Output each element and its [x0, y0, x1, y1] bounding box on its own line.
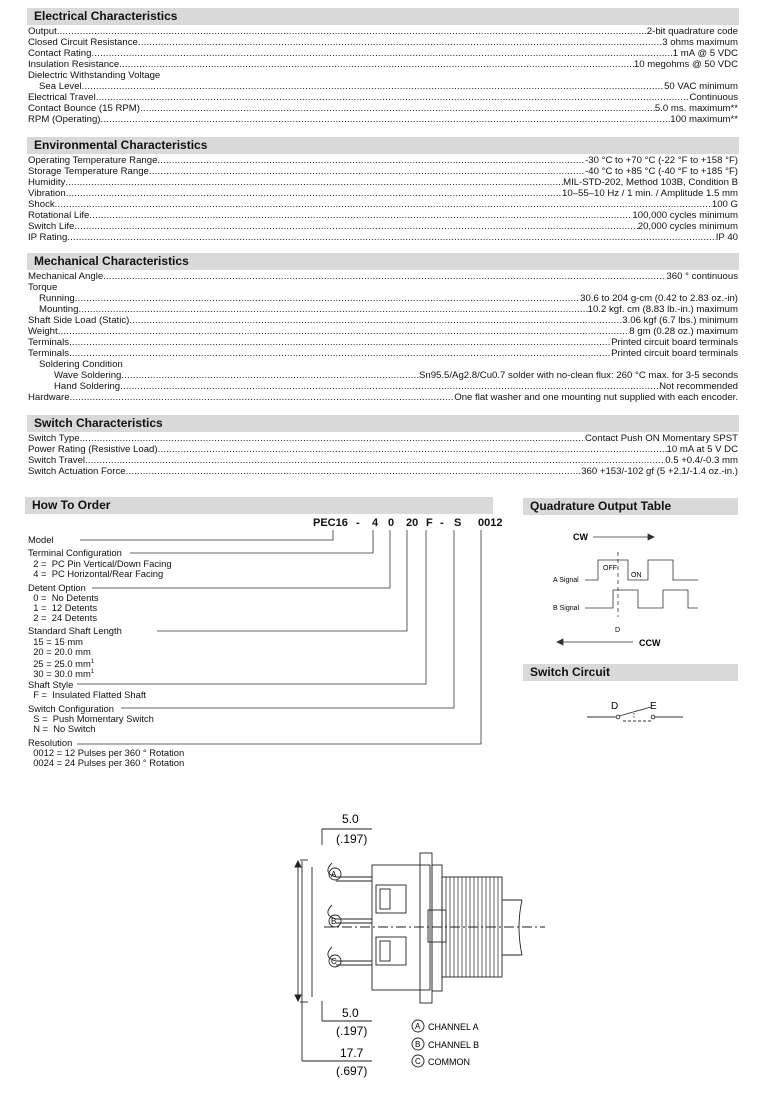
on-label: ON: [631, 572, 642, 579]
order-line-text: Detent Option: [28, 582, 86, 593]
ccw-label: CCW: [639, 638, 661, 648]
dim-top: 5.0: [342, 812, 359, 826]
spec-label: Switch Type: [28, 433, 80, 444]
spec-value: 5.0 ms. maximum**: [654, 103, 738, 114]
order-code-part: -: [356, 517, 360, 529]
spec-label: Wave Soldering: [54, 370, 122, 381]
legend-marker-b: B: [415, 1040, 421, 1049]
encoder-drawing: [260, 805, 560, 1085]
order-line-text: 30 = 30.0 mm: [28, 668, 91, 680]
spec-label: Rotational Life: [28, 210, 90, 221]
order-line-text: Shaft Style: [28, 679, 74, 690]
off-label: OFF: [603, 565, 617, 572]
spec-label: Shaft Side Load (Static): [28, 315, 130, 326]
order-line-text: F = Insulated Flatted Shaft: [28, 689, 147, 700]
torque-label: Torque: [28, 282, 58, 293]
spec-value: 8 gm (0.28 oz.) maximum: [629, 326, 738, 337]
spec-value: 360 +153/-102 gf (5 +2.1/-1.4 oz.-in.): [581, 466, 738, 477]
b-signal-label: B Signal: [553, 605, 580, 612]
d-label: D: [615, 627, 621, 634]
spec-label: Running: [39, 293, 75, 304]
spec-value: 10–55–10 Hz / 1 min. / Amplitude 1.5 mm: [562, 188, 738, 199]
spec-value: Continuous: [689, 92, 738, 103]
dim-mid: 5.0: [342, 1006, 359, 1020]
order-line-text: 25 = 25.0 mm: [28, 658, 91, 670]
spec-value: -40 °C to +85 °C (-40 °F to +185 °F): [585, 166, 738, 177]
switch-e-label: E: [650, 701, 657, 712]
order-line-text: Terminal Configuration: [28, 547, 122, 558]
spec-label: Switch Life: [28, 221, 75, 232]
order-code-part: S: [454, 517, 462, 529]
legend-marker-c: C: [415, 1057, 421, 1066]
spec-value: IP 40: [715, 232, 738, 243]
spec-label: Shock: [28, 199, 55, 210]
spec-label: Storage Temperature Range: [28, 166, 149, 177]
order-code-part: -: [440, 517, 444, 529]
spec-label: Switch Travel: [28, 455, 86, 466]
spec-value: 3 ohms maximum: [662, 37, 738, 48]
legend-common: COMMON: [428, 1057, 470, 1067]
spec-label: Sea Level: [39, 81, 82, 92]
spec-label: Weight: [28, 326, 58, 337]
cw-label: CW: [573, 532, 588, 542]
spec-label: Terminals: [28, 337, 70, 348]
spec-value: 2-bit quadrature code: [646, 26, 738, 37]
marker-a: A: [331, 870, 337, 879]
environmental-header: Environmental Characteristics: [27, 137, 739, 154]
spec-value: One flat washer and one mounting nut supplied with each encoder.: [454, 392, 738, 403]
spec-label: IP Rating: [28, 232, 68, 243]
spec-value: 360 ° continuous: [666, 271, 738, 282]
order-line-text: S = Push Momentary Switch: [28, 713, 154, 724]
order-code-part: 4: [372, 517, 379, 529]
switch-circuit-diagram: [523, 695, 738, 735]
order-line-text: 0 = No Detents: [28, 592, 99, 603]
spec-label: Humidity: [28, 177, 66, 188]
order-line-text: Switch Configuration: [28, 703, 114, 714]
spec-value: 10 megohms @ 50 VDC: [633, 59, 738, 70]
dim-top-in: (.197): [336, 832, 368, 846]
legend-marker-a: A: [415, 1022, 421, 1031]
switch-header: Switch Characteristics: [27, 415, 739, 432]
spec-label: Contact Rating: [28, 48, 92, 59]
spec-value: 3.06 kgf (6.7 lbs.) minimum: [622, 315, 738, 326]
dim-bottom: 17.7: [340, 1046, 364, 1060]
marker-c: C: [331, 957, 337, 966]
spec-value: -30 °C to +70 °C (-22 °F to +158 °F): [585, 155, 738, 166]
spec-value: Contact Push ON Momentary SPST: [584, 433, 738, 444]
order-code-part: PEC16: [313, 517, 348, 529]
spec-value: 100 G: [711, 199, 738, 210]
a-signal-label: A Signal: [553, 577, 579, 584]
spec-value: Not recommended: [659, 381, 738, 392]
legend-channel-b: CHANNEL B: [428, 1040, 480, 1050]
quadrature-header: Quadrature Output Table: [523, 498, 738, 515]
soldering-label: Soldering Condition: [39, 359, 123, 370]
electrical-header: Electrical Characteristics: [27, 8, 739, 25]
order-line-text: 15 = 15 mm: [28, 636, 83, 647]
footnote-marker: 1: [90, 669, 95, 675]
spec-value: Printed circuit board terminals: [611, 348, 738, 359]
spec-label: Operating Temperature Range: [28, 155, 158, 166]
order-line-text: N = No Switch: [28, 723, 96, 734]
spec-value: MIL-STD-202, Method 103B, Condition B: [563, 177, 738, 188]
spec-value: 100,000 cycles minimum: [632, 210, 738, 221]
spec-label: Closed Circuit Resistance: [28, 37, 138, 48]
footnote-marker: 1: [90, 659, 95, 665]
order-line-text: 2 = 24 Detents: [28, 612, 98, 623]
spec-label: Electrical Travel: [28, 92, 96, 103]
spec-label: Power Rating (Resistive Load): [28, 444, 158, 455]
spec-label: Mechanical Angle: [28, 271, 104, 282]
spec-label: Mounting: [39, 304, 79, 315]
order-line-text: 2 = PC Pin Vertical/Down Facing: [28, 558, 172, 569]
mechanical-header: Mechanical Characteristics: [27, 253, 739, 270]
order-line-text: Resolution: [28, 737, 73, 748]
spec-value: 10 mA at 5 V DC: [666, 444, 738, 455]
order-line-text: Model: [28, 534, 54, 545]
dim-mid-in: (.197): [336, 1024, 368, 1038]
spec-value: 20,000 cycles minimum: [637, 221, 738, 232]
order-code-part: 0: [388, 517, 395, 529]
spec-label: Output: [28, 26, 57, 37]
marker-b: B: [331, 917, 337, 926]
order-line-text: 4 = PC Horizontal/Rear Facing: [28, 568, 164, 579]
spec-value: 100 maximum**: [670, 114, 738, 125]
spec-label: Switch Actuation Force: [28, 466, 126, 477]
spec-label: RPM (Operating): [28, 114, 101, 125]
order-line-text: 20 = 20.0 mm: [28, 646, 91, 657]
order-code-part: F: [426, 517, 433, 529]
dim-bottom-in: (.697): [336, 1064, 368, 1078]
order-line-text: 1 = 12 Detents: [28, 602, 98, 613]
spec-label: Insulation Resistance: [28, 59, 120, 70]
order-code-part: 0012: [478, 517, 503, 529]
spec-value: 50 VAC minimum: [664, 81, 738, 92]
order-line-text: Standard Shaft Length: [28, 625, 122, 636]
order-code-part: 20: [406, 517, 419, 529]
order-line-text: 0024 = 24 Pulses per 360 ° Rotation: [28, 757, 185, 768]
spec-value: 1 mA @ 5 VDC: [672, 48, 738, 59]
spec-value: Printed circuit board terminals: [611, 337, 738, 348]
legend-channel-a: CHANNEL A: [428, 1022, 479, 1032]
spec-label: Terminals: [28, 348, 70, 359]
how-to-order-header: How To Order: [25, 497, 493, 514]
spec-value: 10.2 kgf. cm (8.83 lb.-in.) maximum: [587, 304, 738, 315]
switch-circuit-header: Switch Circuit: [523, 664, 738, 681]
spec-value: Sn95.5/Ag2.8/Cu0.7 solder with no-clean flux: 260 °C max. for 3-5 seconds: [418, 370, 738, 381]
switch-d-label: D: [611, 701, 619, 712]
spec-label: Hardware: [28, 392, 70, 403]
spec-value: 0.5 +0.4/-0.3 mm: [665, 455, 738, 466]
spec-label: Contact Bounce (15 RPM): [28, 103, 140, 114]
order-line-text: 0012 = 12 Pulses per 360 ° Rotation: [28, 747, 185, 758]
dielectric-label: Dielectric Withstanding Voltage: [28, 70, 161, 81]
spec-label: Vibration: [28, 188, 66, 199]
quadrature-diagram: [523, 520, 738, 655]
spec-label: Hand Soldering: [54, 381, 121, 392]
spec-value: 30.6 to 204 g-cm (0.42 to 2.83 oz.-in): [580, 293, 738, 304]
